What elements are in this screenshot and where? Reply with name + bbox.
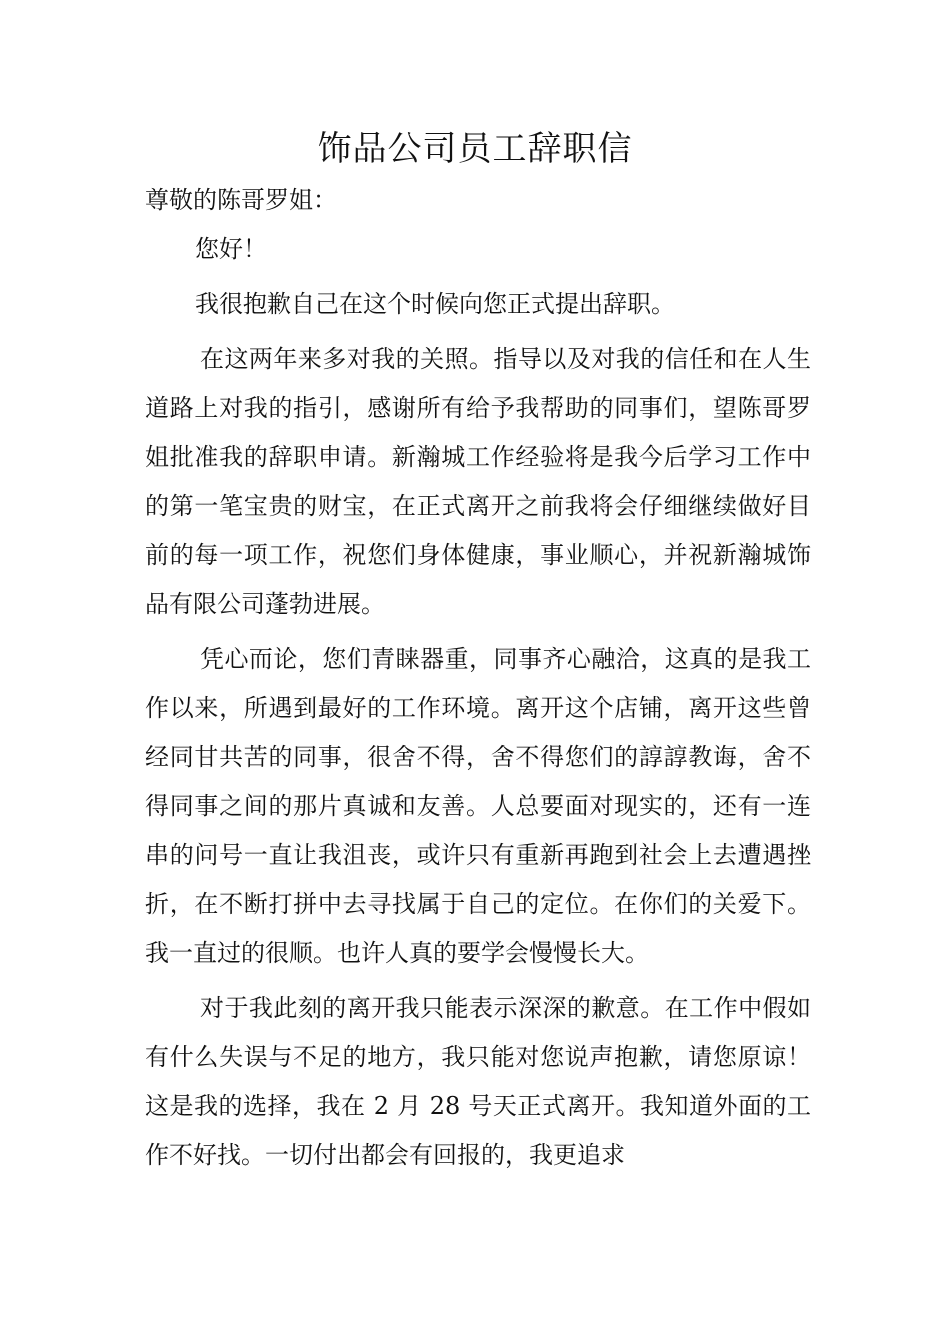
paragraph: 对于我此刻的离开我只能表示深深的歉意。在工作中假如有什么失误与不足的地方，我只能对您说声抱歉，请您原谅！这是我的选择，我在 2 月 28 号天正式离开。我知道外面的工作不好找。一切付出都会有回报的，我更追求 [145, 994, 811, 1169]
salutation: 尊敬的陈哥罗姐： [145, 186, 337, 214]
greeting: 您好！ [195, 235, 267, 263]
letter-body [145, 176, 811, 1180]
paragraph: 在这两年来多对我的关照。指导以及对我的信任和在人生道路上对我的指引，感谢所有给予我帮助的同事们，望陈哥罗姐批准我的辞职申请。新瀚城工作经验将是我今后学习工作中的第一笔宝贵的财宝，在正式离开之前我将会仔细继续做好目前的每一项工作，祝您们身体健康，事业顺心，并祝新瀚城饰品有限公司蓬勃进展。 [145, 345, 811, 618]
paragraph: 凭心而论，您们青睐器重，同事齐心融洽，这真的是我工作以来，所遇到最好的工作环境。离开这个店铺，离开这些曾经同甘共苦的同事，很舍不得，舍不得您们的諄諄教诲，舍不得同事之间的那片真诚和友善。人总要面对现实的，还有一连串的问号一直让我沮丧，或许只有重新再跑到社会上去遭遇挫折，在不断打拼中去寻找属于自己的定位。在你们的关爱下。我一直过的很顺。也许人真的要学会慢慢长大。 [145, 645, 811, 967]
paragraph: 我很抱歉自己在这个时候向您正式提出辞职。 [195, 290, 675, 318]
document-title: 饰品公司员工辞职信 [317, 129, 633, 169]
